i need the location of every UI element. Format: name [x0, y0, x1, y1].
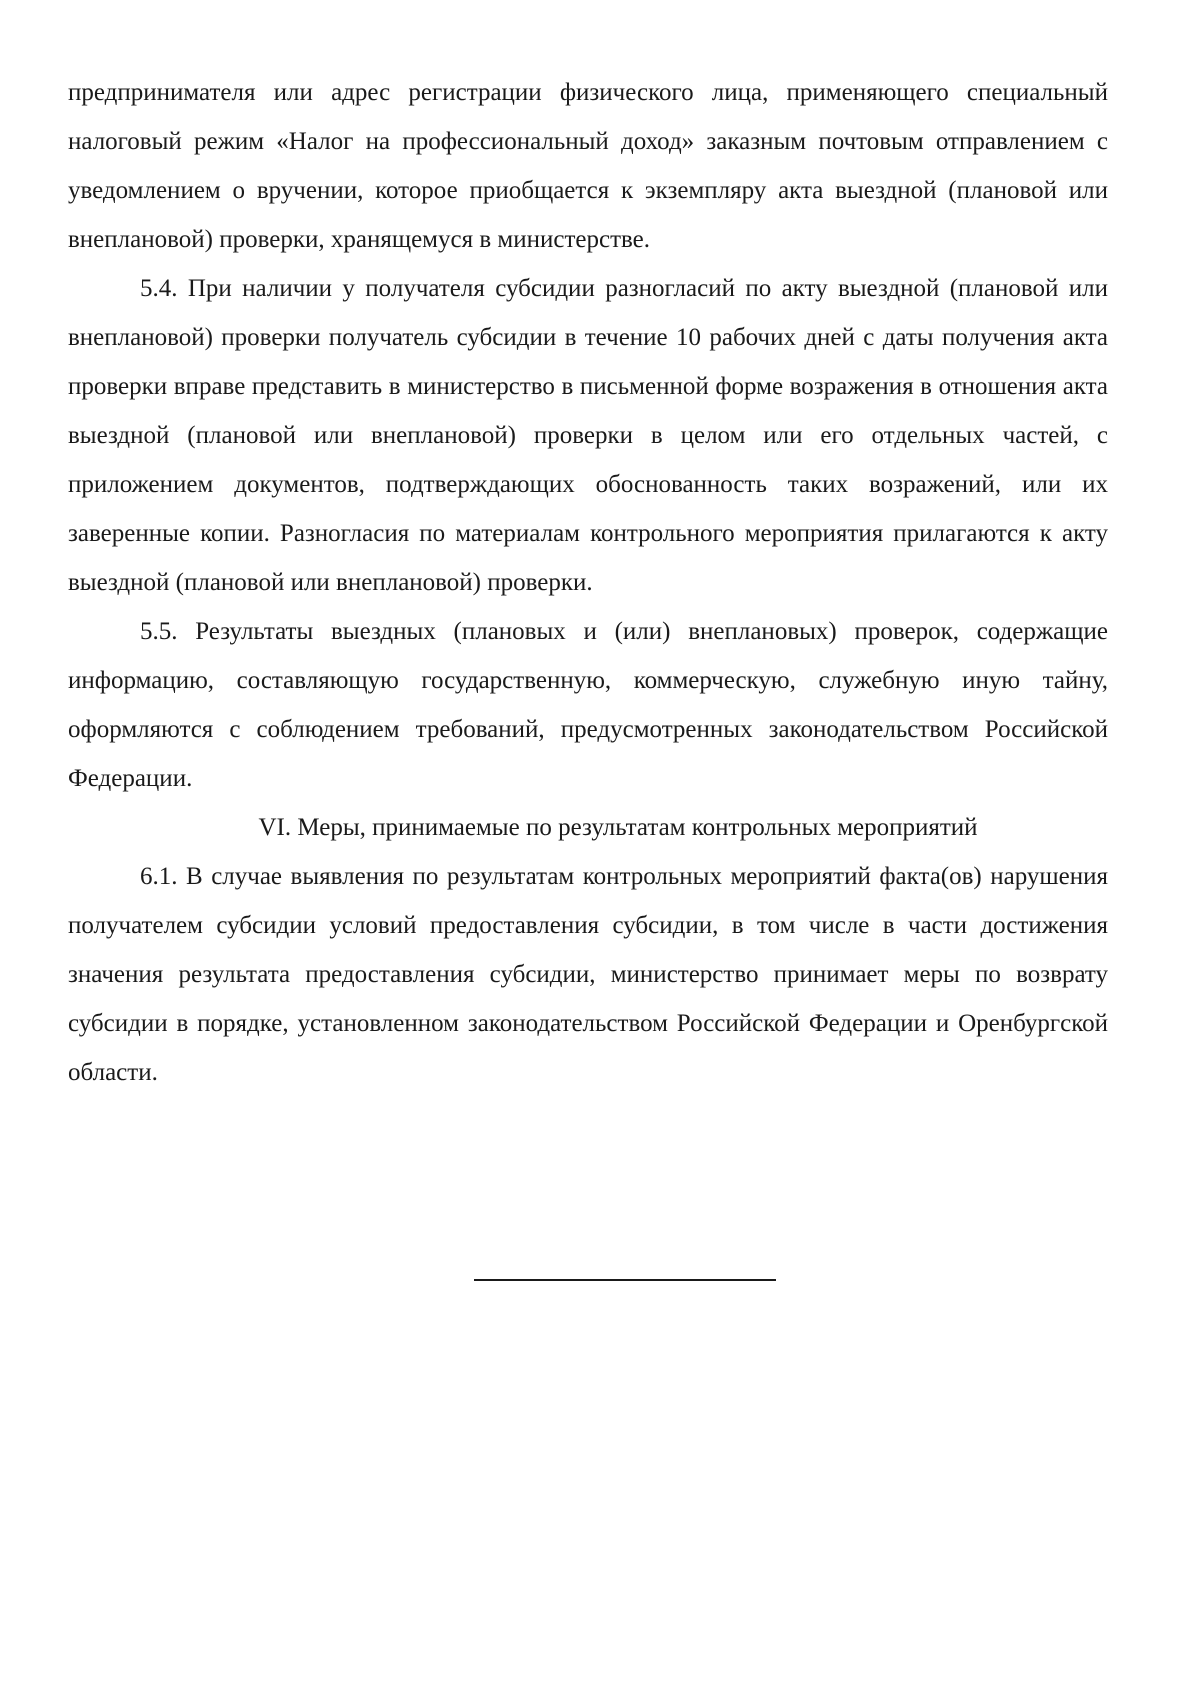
paragraph-6-1: 6.1. В случае выявления по результатам контрольных мероприятий факта(ов) нарушения получателем субсидии условий предоставления субсидии, в том числе в части достижения значения результата предоставления субсидии, министерство принимает меры по возврату субсидии в порядке, установленном законодательством Российской Федерации и Оренбургской области. [68, 863, 1108, 1086]
paragraph-5-4: 5.4. При наличии у получателя субсидии разногласий по акту выездной (плановой или внеплановой) проверки получатель субсидии в течение 10 рабочих дней с даты получения акта проверки вправе представить в министерство в письменной форме возражения в отношения акта выездной (плановой или внеплановой) проверки в целом или его отдельных частей, с приложением документов, подтверждающих обоснованность таких возражений, или их заверенные копии. Разногласия по материалам контрольного мероприятия прилагаются к акту выездной (плановой или внеплановой) проверки. [68, 275, 1108, 596]
end-of-document-rule [474, 1279, 776, 1281]
document-body [68, 68, 1108, 1097]
paragraph-continuation: предпринимателя или адрес регистрации физического лица, применяющего специальный налоговый режим «Налог на профессиональный доход» заказным почтовым отправлением с уведомлением о вручении, которое приобщается к экземпляру акта выездной (плановой или внеплановой) проверки, хранящемуся в министерстве. [68, 79, 1108, 253]
paragraph-5-5: 5.5. Результаты выездных (плановых и (или) внеплановых) проверок, содержащие информацию, составляющую государственную, коммерческую, служебную иную тайну, оформляются с соблюдением требований, предусмотренных законодательством Российской Федерации. [68, 618, 1108, 792]
section-heading: VI. Меры, принимаемые по результатам контрольных мероприятий [258, 814, 978, 841]
